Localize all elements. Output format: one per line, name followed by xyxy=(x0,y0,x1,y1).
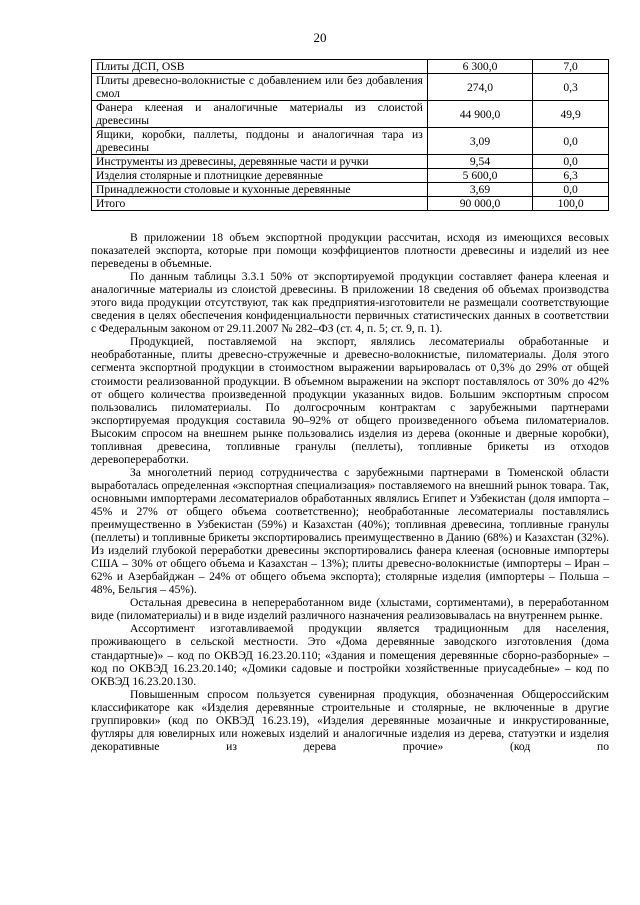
export-share-cell: 100,0 xyxy=(533,197,609,211)
table-row xyxy=(92,169,609,183)
page-number: 20 xyxy=(313,30,327,45)
export-value-cell: 5 600,0 xyxy=(427,169,532,183)
table-row xyxy=(92,60,609,74)
paragraph: В приложении 18 объем экспортной продукции рассчитан, исходя из имеющихся весовых показателей экспорта, которые при помощи коэффициентов плотности древесины и изделий из нее переведены в объемные. xyxy=(91,231,609,271)
product-name-cell: Плиты древесно-волокнистые с добавлением или без добавления смол xyxy=(92,74,428,101)
export-value-cell: 274,0 xyxy=(427,74,532,101)
body-text xyxy=(91,231,609,753)
paragraph: По данным таблицы 3.3.1 50% от экспортируемой продукции составляет фанера клееная и аналогичные материалы из слоистой древесины. В приложении 18 сведения об объемах производства этого вида продукции отсутствуют, так как предприятия-изготовители не размещали соответствующие сведения в целях обеспечения конфиденциальности первичных статистических данных в соответствии с Федеральным законом от 29.11.2007 № 282–ФЗ (ст. 4, п. 5; ст. 9, п. 1). xyxy=(91,270,609,336)
product-name-cell: Ящики, коробки, паллеты, поддоны и аналогичная тара из древесины xyxy=(92,128,428,155)
table-row xyxy=(92,183,609,197)
product-name-cell: Итого xyxy=(92,197,428,211)
table-row xyxy=(92,155,609,169)
export-value-cell: 9,54 xyxy=(427,155,532,169)
paragraph: Остальная древесина в непереработанном виде (хлыстами, сортиментами), в переработанном виде (пиломатериалы) и в виде изделий различного назначения реализовывалась на внутреннем рынке. xyxy=(91,596,609,623)
product-name-cell: Инструменты из древесины, деревянные части и ручки xyxy=(92,155,428,169)
export-value-cell: 3,69 xyxy=(427,183,532,197)
export-value-cell: 44 900,0 xyxy=(427,101,532,128)
table-total-row xyxy=(92,197,609,211)
product-name-cell: Изделия столярные и плотницкие деревянные xyxy=(92,169,428,183)
paragraph: За многолетний период сотрудничества с зарубежными партнерами в Тюменской области выработалась определенная «экспортная специализация» поставляемого на внешний рынок товара. Так, основными импортерами лесоматериалов обработанных являлись Египет и Узбекистан (доля импорта – 45% и 27% от общего объема соответственно); необработанные лесоматериалы поставлялись преимущественно в Узбекистан (59%) и Казахстан (40%); топливная древесина, топливные гранулы (пеллеты) и топливные брикеты экспортировались преимущественно в Данию (68%) и Казахстан (32%). Из изделий глубокой переработки древесины экспортировались фанера клееная (основные импортеры США – 30% от общего объема и Казахстан – 13%); плиты древесно-волокнистые (импортеры – Иран – 62% и Азербайджан – 24% от общего объема экспорта); столярные изделия (импортеры – Польша – 48%, Бельгия – 45%). xyxy=(91,465,609,597)
export-share-cell: 0,3 xyxy=(533,74,609,101)
export-share-cell: 0,0 xyxy=(533,128,609,155)
product-name-cell: Принадлежности столовые и кухонные деревянные xyxy=(92,183,428,197)
product-name-cell: Плиты ДСП, OSB xyxy=(92,60,428,74)
paragraph: Ассортимент изготавливаемой продукции является традиционным для населения, проживающего в сельской местности. Это «Дома деревянные заводского изготовления (дома стандартные)» – код по ОКВЭД 16.23.20.110; «Здания и помещения деревянные сборно-разборные» – код по ОКВЭД 16.23.20.140; «Домики садовые и постройки хозяйственные приусадебные» – код по ОКВЭД 16.23.20.130. xyxy=(91,622,609,688)
product-name-cell: Фанера клееная и аналогичные материалы из слоистой древесины xyxy=(92,101,428,128)
table-row xyxy=(92,74,609,101)
export-value-cell: 3,09 xyxy=(427,128,532,155)
export-share-cell: 49,9 xyxy=(533,101,609,128)
table-row xyxy=(92,128,609,155)
paragraph: Продукцией, поставляемой на экспорт, являлись лесоматериалы обработанные и необработанные, плиты древесно-стружечные и древесно-волокнистые, пиломатериалы. Доля этого сегмента экспортной продукции в стоимостном выражении варьировалась от 0,3% до 29% от общей стоимости реализованной продукции. В объемном выражении на экспорт поставлялось от 30% до 42% от общего количества произведенной продукции указанных видов. Большим экспортным спросом пользовались пиломатериалы. По долгосрочным контрактам с зарубежными партнерами экспортируемая продукция составила 90–92% от общего произведенного объема пиломатериалов. Высоким спросом на внешнем рынке пользовались изделия из дерева (оконные и дверные коробки), топливная древесина, топливные гранулы (пеллеты), топливные брикеты из отходов деревопереработки. xyxy=(91,335,609,466)
export-value-cell: 90 000,0 xyxy=(427,197,532,211)
paragraph: Повышенным спросом пользуется сувенирная продукция, обозначенная Общероссийским классификаторе как «Изделия деревянные строительные и столярные, не включенные в другие группировки» (код по ОКВЭД 16.23.19), «Изделия деревянные мозаичные и инкрустированные, футляры для ювелирных или ножевых изделий и аналогичные изделия из дерева, статуэтки и изделия декоративные из дерева прочие» (код по xyxy=(91,687,609,753)
export-share-cell: 6,3 xyxy=(533,169,609,183)
export-table xyxy=(91,59,609,211)
table-row xyxy=(92,101,609,128)
export-share-cell: 0,0 xyxy=(533,183,609,197)
export-share-cell: 7,0 xyxy=(533,60,609,74)
export-share-cell: 0,0 xyxy=(533,155,609,169)
export-value-cell: 6 300,0 xyxy=(427,60,532,74)
